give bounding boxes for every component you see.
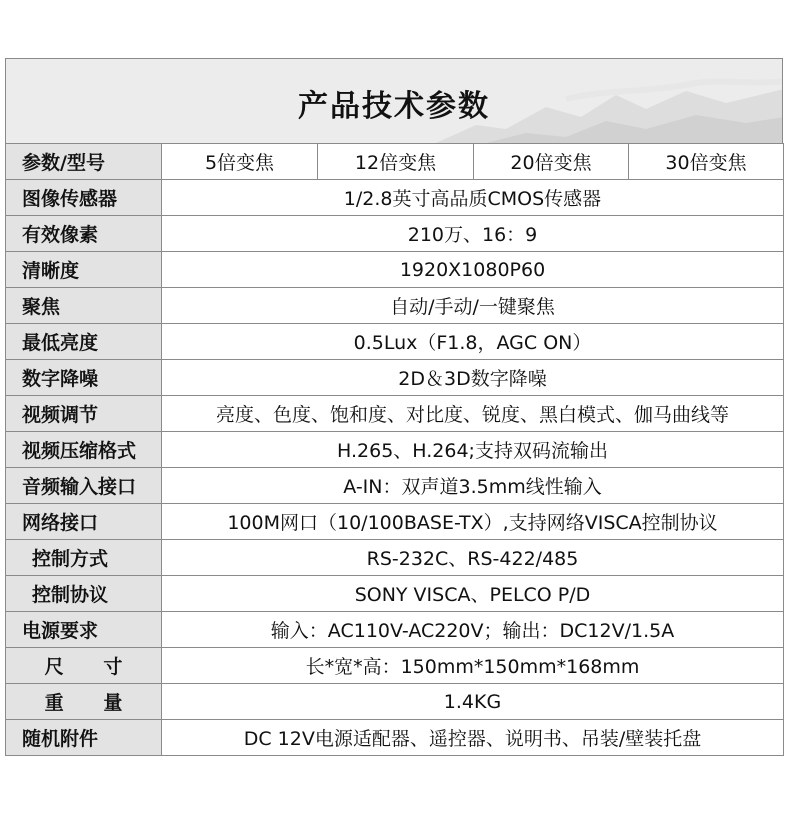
- row-label: 图像传感器: [6, 180, 162, 216]
- row-label: 清晰度: [6, 252, 162, 288]
- table-row: [6, 576, 784, 612]
- row-value: 1920X1080P60: [162, 252, 784, 288]
- row-value: 输入：AC110V-AC220V；输出：DC12V/1.5A: [162, 612, 784, 648]
- table-row: [6, 324, 784, 360]
- table-row: [6, 720, 784, 756]
- page-title: 产品技术参数: [298, 89, 490, 124]
- table-row: [6, 432, 784, 468]
- model-20x: 20倍变焦: [474, 144, 629, 180]
- table-row: [6, 468, 784, 504]
- table-row: [6, 360, 784, 396]
- row-label: 聚焦: [6, 288, 162, 324]
- row-label: 音频输入接口: [6, 468, 162, 504]
- row-value: 1.4KG: [162, 684, 784, 720]
- table-row: [6, 216, 784, 252]
- model-30x: 30倍变焦: [629, 144, 784, 180]
- model-5x: 5倍变焦: [162, 144, 318, 180]
- row-value: DC 12V电源适配器、遥控器、说明书、吊装/壁装托盘: [162, 720, 784, 756]
- table-header-row: [6, 144, 784, 180]
- table-row: [6, 252, 784, 288]
- row-value: RS-232C、RS-422/485: [162, 540, 784, 576]
- row-value: 亮度、色度、饱和度、对比度、锐度、黑白模式、伽马曲线等: [162, 396, 784, 432]
- row-label: 有效像素: [6, 216, 162, 252]
- row-value: H.265、H.264;支持双码流输出: [162, 432, 784, 468]
- table-row: [6, 288, 784, 324]
- header-label: 参数/型号: [6, 144, 162, 180]
- row-value: 100M网口（10/100BASE-TX）,支持网络VISCA控制协议: [162, 504, 784, 540]
- table-row: [6, 684, 784, 720]
- row-label: 视频调节: [6, 396, 162, 432]
- row-value: 210万、16：9: [162, 216, 784, 252]
- table-row: [6, 540, 784, 576]
- table-row: [6, 396, 784, 432]
- title-banner: [5, 58, 783, 143]
- row-label: 控制协议: [6, 576, 162, 612]
- row-label: 随机附件: [6, 720, 162, 756]
- row-label: 重 量: [6, 684, 162, 720]
- model-12x: 12倍变焦: [318, 144, 474, 180]
- row-value: 2D＆3D数字降噪: [162, 360, 784, 396]
- row-value: 自动/手动/一键聚焦: [162, 288, 784, 324]
- spec-sheet: [5, 58, 783, 756]
- table-row: [6, 180, 784, 216]
- row-value: 长*宽*高：150mm*150mm*168mm: [162, 648, 784, 684]
- row-label: 网络接口: [6, 504, 162, 540]
- row-label: 最低亮度: [6, 324, 162, 360]
- row-value: 1/2.8英寸高品质CMOS传感器: [162, 180, 784, 216]
- row-label: 电源要求: [6, 612, 162, 648]
- row-label: 视频压缩格式: [6, 432, 162, 468]
- row-label: 控制方式: [6, 540, 162, 576]
- table-row: [6, 612, 784, 648]
- table-row: [6, 504, 784, 540]
- row-value: 0.5Lux（F1.8，AGC ON）: [162, 324, 784, 360]
- row-value: SONY VISCA、PELCO P/D: [162, 576, 784, 612]
- row-label: 数字降噪: [6, 360, 162, 396]
- row-label: 尺 寸: [6, 648, 162, 684]
- spec-table: [5, 143, 784, 756]
- table-row: [6, 648, 784, 684]
- row-value: A-IN：双声道3.5mm线性输入: [162, 468, 784, 504]
